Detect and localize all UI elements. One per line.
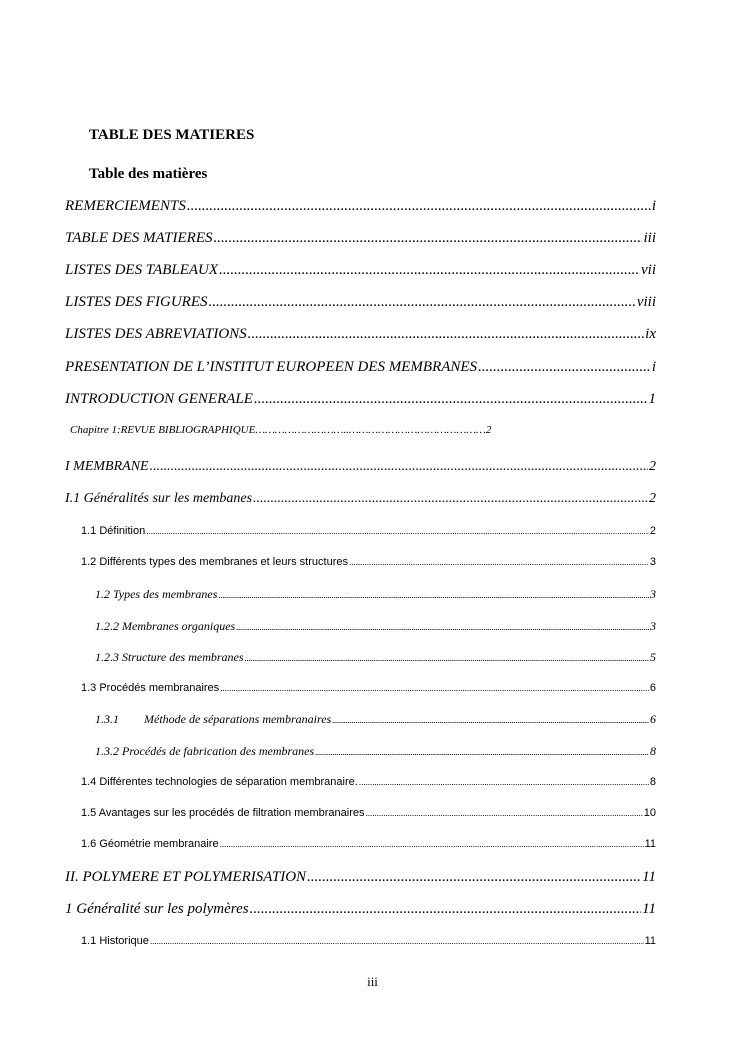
dot-leader bbox=[349, 557, 649, 567]
toc-entry-title: 1.2 Types des membranes bbox=[95, 587, 218, 601]
dot-leader bbox=[236, 622, 649, 632]
toc-entry-title: LISTES DES ABREVIATIONS bbox=[65, 326, 247, 342]
toc-entry-geometrie[interactable] bbox=[81, 838, 656, 850]
toc-entry-title: TABLE DES MATIERES bbox=[65, 230, 213, 246]
toc-entry-structure-membranes[interactable] bbox=[95, 650, 656, 665]
toc-entry-listes-tableaux[interactable] bbox=[65, 262, 656, 279]
dot-leader bbox=[248, 326, 645, 343]
toc-entry-membrane[interactable] bbox=[65, 459, 656, 475]
toc-entry-title: Méthode de séparations membranaires bbox=[144, 712, 332, 726]
toc-entry-methode-separations[interactable] bbox=[95, 712, 656, 727]
toc-entry-title: 1.3 Procédés membranaires bbox=[81, 682, 220, 694]
dot-leader bbox=[366, 808, 643, 818]
toc-entry-page: 8 bbox=[650, 744, 656, 758]
toc-entry-definition[interactable] bbox=[81, 525, 656, 537]
toc-entry-number: 1.3.1 bbox=[95, 712, 119, 726]
toc-entry-page: 2 bbox=[649, 491, 656, 506]
toc-entry-title: 1.2.3 Structure des membranes bbox=[95, 650, 244, 664]
dot-leader bbox=[254, 391, 648, 408]
toc-entry-title: 1.6 Géométrie membranaire bbox=[81, 838, 219, 850]
toc-entry-page: 3 bbox=[650, 619, 656, 633]
toc-entry-page: 8 bbox=[649, 776, 656, 788]
toc-entry-title: LISTES DES FIGURES bbox=[65, 294, 208, 310]
dot-leader bbox=[315, 747, 649, 757]
dot-leader bbox=[478, 359, 651, 376]
toc-entry-introduction[interactable] bbox=[65, 391, 656, 408]
toc-entry-title: REMERCIEMENTS bbox=[65, 198, 186, 214]
toc-entry-title: 1.3.2 Procédés de fabrication des membranes bbox=[95, 744, 315, 758]
dot-leader bbox=[218, 590, 649, 600]
toc-entry-page: 2 bbox=[649, 525, 656, 537]
toc-entry-remerciements[interactable] bbox=[65, 198, 656, 215]
dot-leader bbox=[359, 777, 649, 787]
toc-entry-page: 2 bbox=[649, 459, 656, 474]
toc-entry-polymere[interactable] bbox=[65, 869, 656, 886]
dot-leader bbox=[220, 683, 649, 693]
toc-entry-title: I MEMBRANE bbox=[65, 459, 149, 474]
toc-heading-main: TABLE DES MATIERES bbox=[89, 127, 255, 143]
toc-entry-page: iii bbox=[643, 230, 656, 246]
page-number: iii bbox=[367, 974, 378, 989]
toc-entry-title: 1.2.2 Membranes organiques bbox=[95, 619, 236, 633]
dot-leader bbox=[146, 526, 649, 536]
toc-entry-title: 1.2 Différents types des membranes et leurs structures bbox=[81, 556, 348, 568]
dot-leader bbox=[219, 262, 640, 279]
toc-entry-presentation[interactable] bbox=[65, 359, 656, 376]
toc-entry-listes-figures[interactable] bbox=[65, 294, 656, 311]
toc-entry-page: vii bbox=[641, 262, 656, 278]
dot-leader bbox=[150, 936, 644, 946]
toc-entry-page: 10 bbox=[643, 807, 656, 819]
dot-leader bbox=[253, 491, 648, 507]
dot-leader bbox=[213, 230, 642, 247]
toc-entry-page: 11 bbox=[642, 869, 656, 885]
toc-entry-listes-abreviations[interactable] bbox=[65, 326, 656, 343]
dot-leader bbox=[150, 459, 648, 475]
toc-entry-page: 2 bbox=[485, 424, 492, 436]
dot-leader: ………………………..…………………………………… bbox=[255, 424, 486, 436]
toc-entry-types-membranes[interactable] bbox=[95, 587, 656, 602]
toc-entry-generalite-polymeres[interactable] bbox=[65, 901, 656, 918]
toc-entry-page: 6 bbox=[649, 682, 656, 694]
toc-entry-title: 1.1 Historique bbox=[81, 935, 149, 947]
toc-entry-technologies-separation[interactable] bbox=[81, 776, 656, 788]
toc-entry-title: I.1 Généralités sur les membanes bbox=[65, 491, 253, 506]
dot-leader bbox=[220, 839, 644, 849]
toc-entry-page: i bbox=[651, 198, 656, 214]
dot-leader bbox=[245, 653, 649, 663]
toc-entry-page: viii bbox=[636, 294, 656, 310]
dot-leader bbox=[332, 715, 649, 725]
toc-entry-procedes-fabrication[interactable] bbox=[95, 744, 656, 759]
toc-entry-title: 1.5 Avantages sur les procédés de filtration membranaires bbox=[81, 807, 365, 819]
toc-heading-sub: Table des matières bbox=[89, 166, 208, 182]
dot-leader bbox=[307, 869, 641, 886]
toc-entry-title: 1.4 Différentes technologies de séparation membranaire. bbox=[81, 776, 358, 788]
dot-leader bbox=[187, 198, 651, 215]
toc-entry-page: 5 bbox=[650, 650, 656, 664]
toc-entry-page: i bbox=[651, 359, 656, 375]
toc-entry-page: 11 bbox=[642, 901, 656, 917]
toc-entry-page: 1 bbox=[648, 391, 656, 407]
toc-entry-page: 11 bbox=[644, 935, 656, 947]
toc-entry-title: 1.1 Définition bbox=[81, 525, 146, 537]
toc-entry-page: 11 bbox=[644, 838, 656, 850]
dot-leader bbox=[209, 294, 636, 311]
toc-entry-title: PRESENTATION DE L’INSTITUT EUROPEEN DES MEMBRANES bbox=[65, 359, 478, 375]
toc-entry-page: 3 bbox=[650, 587, 656, 601]
toc-entry-membranes-organiques[interactable] bbox=[95, 619, 656, 634]
toc-entry-historique[interactable] bbox=[81, 935, 656, 947]
dot-leader bbox=[250, 901, 642, 918]
toc-entry-page: 3 bbox=[649, 556, 656, 568]
toc-entry-page: 6 bbox=[650, 712, 656, 726]
toc-entry-title: LISTES DES TABLEAUX bbox=[65, 262, 219, 278]
toc-entry-procedes-membranaires[interactable] bbox=[81, 682, 656, 694]
toc-entry-avantages[interactable] bbox=[81, 807, 656, 819]
toc-entry-title: Chapitre 1:REVUE BIBLIOGRAPHIQUE bbox=[70, 424, 256, 436]
toc-entry-title: II. POLYMERE ET POLYMERISATION bbox=[65, 869, 307, 885]
toc-entry-title: INTRODUCTION GENERALE bbox=[65, 391, 253, 407]
toc-entry-title: 1 Généralité sur les polymères bbox=[65, 901, 249, 917]
toc-entry-table-des-matieres[interactable] bbox=[65, 230, 656, 247]
toc-entry-page: ix bbox=[645, 326, 656, 342]
toc-entry-generalites[interactable] bbox=[65, 491, 656, 507]
toc-entry-chapitre-1[interactable] bbox=[70, 424, 491, 436]
toc-entry-types-structures[interactable] bbox=[81, 556, 656, 568]
